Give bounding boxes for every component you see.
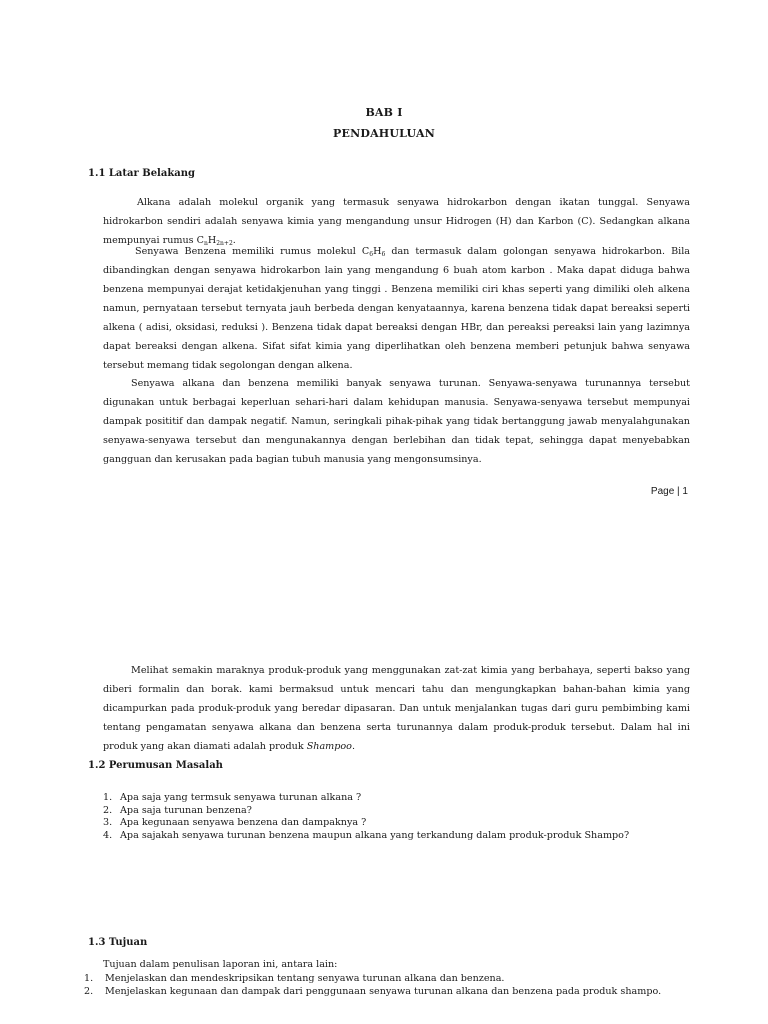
goal-list xyxy=(84,973,661,998)
section-heading-perumusan-masalah: 1.2 Perumusan Masalah xyxy=(88,760,223,771)
paragraph-alkana: Alkana adalah molekul organik yang termasuk senyawa hidrokarbon dengan ikatan tunggal. Senyawa hidrokarbon sendiri adalah senyawa kimia yang mengandung unsur Hidrogen (H) dan Karbon (C). Sedangkan alkana mempunyai rumus $C_nH_{2n+2}$. xyxy=(103,197,690,247)
list-item: 4. Apa sajakah senyawa turunan benzena maupun alkana yang terkandung dalam produk-produk Shampo? xyxy=(103,829,630,841)
problem-list xyxy=(103,792,629,842)
list-item: 1. Menjelaskan dan mendeskripsikan tentang senyawa turunan alkana dan benzena. xyxy=(84,973,505,984)
paragraph-produk: Melihat semakin maraknya produk-produk yang menggunakan zat-zat kimia yang berbahaya, seperti bakso yang diberi formalin dan borak. kami bermaksud untuk mencari tahu dan mengungkapkan bahan-bahan kimia yang dicampurkan pada produk-produk yang beredar dipasaran. Dan untuk menjalankan tugas dari guru pembimbing kami tentang pengamatan senyawa alkana dan benzena serta turunannya dalam produk-produk tersebut. Dalam hal ini produk yang akan diamati adalah produk Shampoo. xyxy=(103,665,690,752)
chapter-number: BAB I xyxy=(365,106,403,119)
page-number: Page | 1 xyxy=(650,486,688,497)
chapter-title: PENDAHULUAN xyxy=(333,127,435,140)
list-item: 3. Apa kegunaan senyawa benzena dan dampaknya ? xyxy=(103,817,367,828)
list-item: 2. Menjelaskan kegunaan dan dampak dari penggunaan senyawa turunan alkana dan benzena pada produk shampo. xyxy=(84,985,662,997)
section-heading-latar-belakang: 1.1 Latar Belakang xyxy=(88,168,196,179)
paragraph-benzena: Senyawa Benzena memiliki rumus molekul $C_6H_6$ dan termasuk dalam golongan senyawa hidrokarbon. Bila dibandingkan dengan senyawa hidrokarbon lain yang mengandung 6 buah atom karbon . Maka dapat diduga bahwa benzena mempunyai derajat ketidakjenuhan yang tinggi . Benzena memiliki ciri khas seperti yang dimiliki oleh alkena namun, pernyataan tersebut ternyata jauh berbeda dengan kenyataannya, karena benzena tidak dapat bereaksi seperti alkena ( adisi, oksidasi, reduksi ). Benzena tidak dapat bereaksi dengan HBr, dan pereaksi pereaksi lain yang lazimnya dapat bereaksi dengan alkena. Sifat sifat kimia yang diperlihatkan oleh benzena memberi petunjuk bahwa senyawa tersebut memang tidak segolongan dengan alkena. xyxy=(103,246,690,371)
section-heading-tujuan: 1.3 Tujuan xyxy=(88,937,148,948)
tujuan-intro: Tujuan dalam penulisan laporan ini, antara lain: xyxy=(103,959,338,970)
list-item: 1. Apa saja yang termsuk senyawa turunan alkana ? xyxy=(103,792,362,803)
list-item: 2. Apa saja turunan benzena? xyxy=(103,804,252,816)
paragraph-senyawa-turunan: Senyawa alkana dan benzena memiliki banyak senyawa turunan. Senyawa-senyawa turunannya tersebut digunakan untuk berbagai keperluan sehari-hari dalam kehidupan manusia. Senyawa-senyawa tersebut mempunyai dampak posititif dan dampak negatif. Namun, seringkali pihak-pihak yang tidak bertanggung jawab menyalahgunakan senyawa-senyawa tersebut dan mengunakannya dengan berlebihan dan tidak tepat, sehingga dapat menyebabkan gangguan dan kerusakan pada bagian tubuh manusia yang mengonsumsinya. xyxy=(103,378,690,465)
